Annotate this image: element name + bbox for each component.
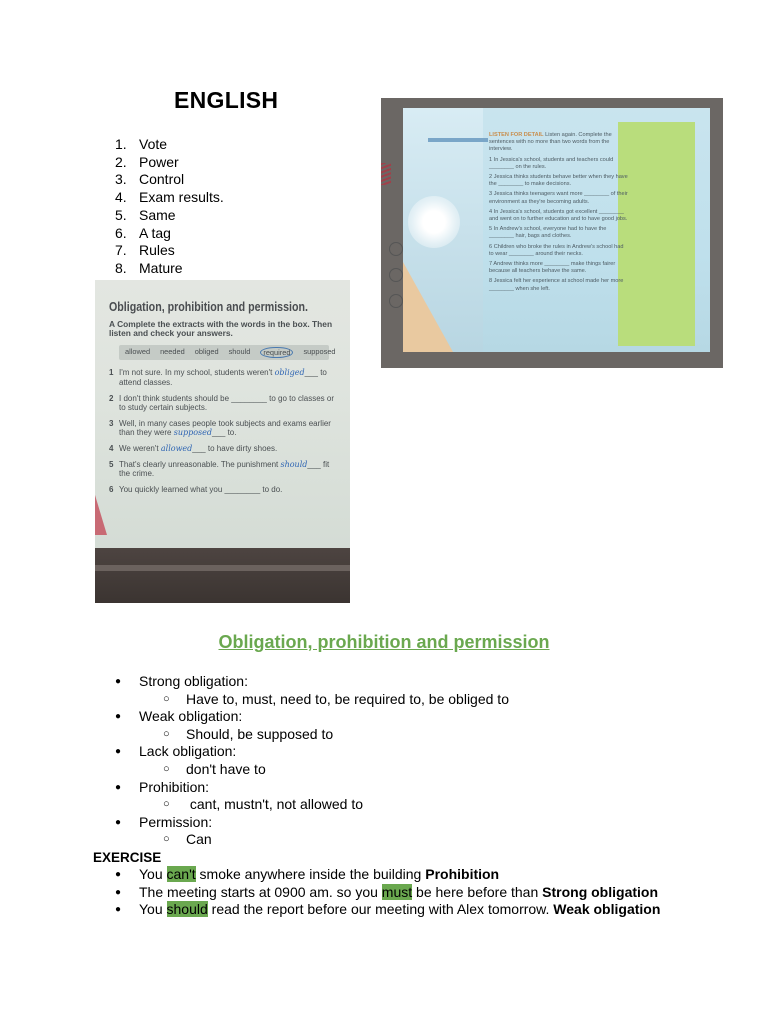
screen-bar: [428, 138, 488, 142]
corner-shape: [403, 262, 453, 352]
list-item: ● Lack obligation: ○ don't have to: [115, 743, 509, 778]
list-item: 7 Andrew thinks more ________ make things fairer because all teachers behave the same.: [489, 261, 616, 275]
list-item: 1 I'm not sure. In my school, students weren't obliged___ to attend classes.: [109, 368, 327, 387]
list-item: 3 Well, in many cases people took subjects and exams earlier than they were supposed___ to.: [109, 418, 331, 438]
list-item: ○ cant, mustn't, not allowed to: [139, 796, 509, 814]
list-item: ● You can't smoke anywhere inside the building Prohibition: [115, 866, 660, 884]
green-panel: [618, 122, 695, 346]
listening-exercise: LISTEN FOR DETAIL Listen again. Complete the sentences with no more than two words from the interview. 1 In Jessica's school, students and teachers could ________ on the rules. 2 Jessica thinks students behave better when they have the ________ to make decisions. 3 Jessica thinks teenagers want more ________ of their environment as they're becoming adults. 4 In Jessica's school, students got excellent ________ and went on to further education and to have good jobs. 5 In Andrew's school, everyone had to have the ________ hair, bags and clothes. 6 Children who broke the rules in Andrew's school had to wear ________ around their necks. 7 Andrew thinks more ________ make things fairer because all teachers behave the same. 8 Jessica felt her experience at school made her more ________ when she left.: [489, 132, 628, 292]
list-item: 8 Jessica felt her experience at school made her more ________ when she left.: [489, 278, 624, 292]
list-item: 3. Control: [115, 171, 185, 188]
answer-type: Strong obligation: [542, 883, 659, 900]
highlighted-word: should: [166, 901, 208, 918]
list-item: ○ don't have to: [139, 761, 509, 779]
worksheet-title: Obligation, prohibition and permission.: [109, 299, 308, 314]
section-heading: Obligation, prohibition and permission: [218, 632, 550, 652]
circle-icon: [389, 268, 403, 282]
word-box: allowed needed obliged should required supposed: [119, 345, 329, 361]
light-glare: [408, 196, 460, 248]
list-item: 5 In Andrew's school, everyone had to have the ________ hair, bags and clothes.: [489, 226, 607, 240]
list-item: 4 We weren't allowed___ to have dirty shoes.: [109, 443, 278, 453]
highlighted-word: must: [381, 883, 413, 900]
worksheet-instruction: A Complete the extracts with the words in the box. Then listen and check your answers.: [109, 318, 333, 339]
list-item: ● The meeting starts at 0900 am. so you must be here before than Strong obligation: [115, 884, 660, 902]
list-item: 5 That's clearly unreasonable. The punishment should___ fit the crime.: [109, 459, 330, 479]
list-item: 2 Jessica thinks students behave better when they have the ________ to make decisions.: [489, 174, 628, 188]
vocabulary-list: [100, 136, 224, 278]
list-item: ● You should read the report before our meeting with Alex tomorrow. Weak obligation: [115, 901, 660, 919]
list-item: ● Permission: ○ Can: [115, 814, 509, 849]
list-item: 4 In Jessica's school, students got excellent ________ and went on to further education and to have good jobs.: [489, 208, 628, 223]
list-item: 1. Vote: [115, 136, 168, 152]
circle-icon: [389, 242, 403, 256]
category-list: [115, 673, 509, 849]
red-marks: [381, 163, 391, 185]
circle-icon: [389, 294, 403, 308]
worksheet-photo: [95, 280, 350, 603]
list-item: ● Strong obligation: ○ Have to, must, need to, be required to, be obliged to: [115, 673, 509, 708]
list-item: ○ Should, be supposed to: [139, 726, 509, 744]
list-item: ○ Can: [139, 831, 509, 849]
list-item: 8. Mature: [115, 259, 183, 276]
exercise-list: [115, 866, 660, 919]
projector-screen: [403, 108, 710, 352]
list-item: 3 Jessica thinks teenagers want more ________ of their environment as they're becoming adults.: [489, 191, 628, 205]
list-item: 7. Rules: [115, 242, 175, 259]
exercise-title: EXERCISE: [93, 850, 162, 865]
projector-photo: [381, 98, 723, 368]
list-item: ● Weak obligation: ○ Should, be supposed to: [115, 708, 509, 743]
corner-shape: [95, 495, 107, 535]
list-item: 6 You quickly learned what you ________ to do.: [109, 484, 283, 494]
whiteboard-tray: [95, 565, 350, 571]
worksheet-content: [109, 299, 339, 500]
highlighted-word: can't: [166, 866, 196, 882]
list-item: ● Prohibition: ○ cant, mustn't, not allowed to: [115, 779, 509, 814]
list-item: 2 I don't think students should be ________ to go to classes or to study certain subjects.: [109, 393, 335, 413]
answer-type: Prohibition: [425, 866, 500, 882]
photo-floor: [95, 548, 350, 603]
list-item: ○ Have to, must, need to, be required to, be obliged to: [139, 691, 509, 709]
list-item: 6 Children who broke the rules in Andrew's school had to wear ________ around their necks.: [489, 243, 624, 257]
list-item: 4. Exam results.: [115, 189, 224, 206]
list-item: 6. A tag: [115, 224, 171, 241]
list-item: 1 In Jessica's school, students and teachers could ________ on the rules.: [489, 156, 614, 170]
worksheet-screen: [95, 280, 350, 548]
list-item: 5. Same: [115, 206, 176, 223]
answer-type: Weak obligation: [553, 901, 661, 918]
document-title: ENGLISH: [174, 87, 279, 113]
list-item: 2. Power: [115, 153, 179, 170]
